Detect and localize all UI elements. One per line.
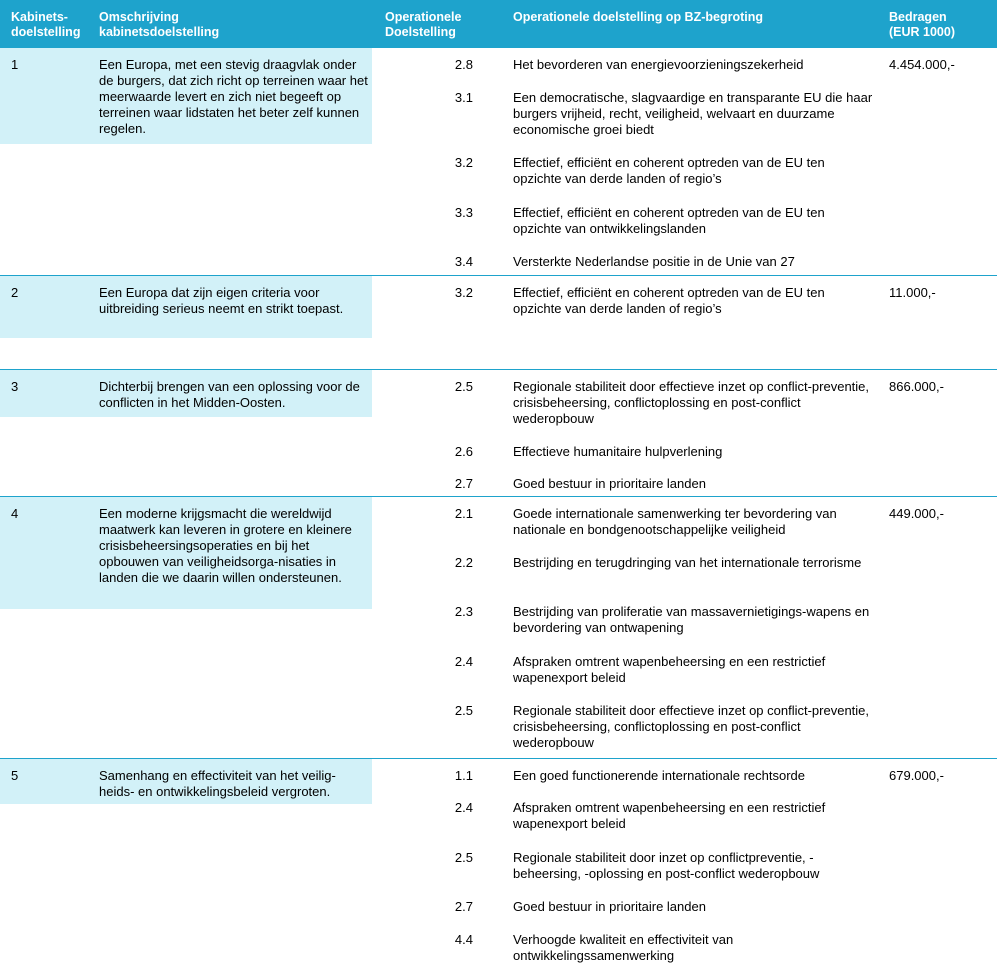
operational-text: Regionale stabiliteit door effectieve inzet op conflict-preventie, crisisbeheersing, conflictoplossing en post-conflict wederopbouw — [513, 703, 870, 750]
operational-text: Verhoogde kwaliteit en effectiviteit van ontwikkelingssamenwerking — [513, 932, 734, 963]
kabinetsdoelstelling-description: Samenhang en effectiviteit van het veilig-heids- en ontwikkelingsbeleid vergroten. — [99, 768, 336, 799]
operational-code: 2.1 — [454, 506, 473, 521]
operational-code: 2.7 — [454, 899, 473, 914]
operational-code: 2.5 — [454, 850, 473, 865]
kabinetsdoelstelling-number: 3 — [11, 379, 19, 394]
kabinetsdoelstelling-description: Dichterbij brengen van een oplossing voor de conflicten in het Midden-Oosten. — [99, 379, 360, 410]
operational-code: 2.4 — [454, 800, 473, 815]
kabinetsdoelstelling-number: 5 — [11, 768, 19, 783]
operational-text: Regionale stabiliteit door inzet op conflictpreventie, -beheersing, -oplossing en post-conflict wederopbouw — [513, 850, 820, 881]
operational-code: 3.1 — [454, 90, 473, 105]
operational-text: Effectief, efficiënt en coherent optreden van de EU ten opzichte van derde landen of regio’s — [513, 285, 825, 316]
amount: 4.454.000,- — [889, 57, 955, 72]
header-omschrijving: Omschrijving kabinetsdoelstelling — [99, 10, 220, 39]
operational-text: Effectief, efficiënt en coherent optreden van de EU ten opzichte van ontwikkelingslanden — [513, 205, 825, 236]
operational-code: 3.3 — [454, 205, 473, 220]
amount: 449.000,- — [889, 506, 944, 521]
operational-code: 3.2 — [454, 285, 473, 300]
operational-text: Bestrijding en terugdringing van het internationale terrorisme — [513, 555, 862, 570]
operational-code: 3.4 — [454, 254, 473, 269]
kabinetsdoelstelling-number: 2 — [11, 285, 19, 300]
kabinetsdoelstelling-description: Een Europa dat zijn eigen criteria voor uitbreiding serieus neemt en strikt toepast. — [99, 285, 344, 316]
operational-code: 2.6 — [454, 444, 473, 459]
operational-code: 2.5 — [454, 379, 473, 394]
operational-text: Goede internationale samenwerking ter bevordering van nationale en bondgenootschappelijke veiligheid — [513, 506, 837, 537]
kabinetsdoelstelling-description: Een moderne krijgsmacht die wereldwijd maatwerk kan leveren in grotere en kleinere crisisbeheersingsoperaties en bij het opbouwen van veiligheidsorga-nisaties in landen die we daarin willen ondersteunen. — [99, 506, 352, 585]
table-group — [0, 47, 997, 275]
header-operationele-doelstelling: Operationele Doelstelling — [385, 10, 462, 39]
operational-code: 2.2 — [454, 555, 473, 570]
amount: 679.000,- — [889, 768, 944, 783]
header-bedragen: Bedragen (EUR 1000) — [889, 10, 955, 39]
operational-text: Versterkte Nederlandse positie in de Unie van 27 — [513, 254, 795, 269]
kabinetsdoelstelling-description: Een Europa, met een stevig draagvlak onder de burgers, dat zich richt op terreinen waar het meerwaarde levert en zich niet begeeft op terreinen waar lidstaten het beter zelf kunnen regelen. — [99, 57, 368, 136]
operational-text: Regionale stabiliteit door effectieve inzet op conflict-preventie, crisisbeheersing, conflictoplossing en post-conflict wederopbouw — [513, 379, 870, 426]
operational-code: 2.7 — [454, 476, 473, 491]
operational-text: Goed bestuur in prioritaire landen — [513, 899, 706, 914]
operational-code: 2.3 — [454, 604, 473, 619]
table-group — [0, 275, 997, 369]
operational-text: Bestrijding van proliferatie van massavernietigings-wapens en bevordering van ontwapening — [513, 604, 870, 635]
operational-text: Effectieve humanitaire hulpverlening — [513, 444, 723, 459]
operational-code: 4.4 — [454, 932, 473, 947]
table-group — [0, 496, 997, 758]
operational-code: 1.1 — [454, 768, 473, 783]
header-operationele-doelstelling-bz: Operationele doelstelling op BZ-begroting — [513, 10, 764, 24]
operational-code: 3.2 — [454, 155, 473, 170]
operational-text: Afspraken omtrent wapenbeheersing en een restrictief wapenexport beleid — [513, 800, 826, 831]
amount: 11.000,- — [889, 285, 936, 300]
operational-text: Effectief, efficiënt en coherent optreden van de EU ten opzichte van derde landen of regio’s — [513, 155, 825, 186]
table-group — [0, 758, 997, 970]
operational-text: Afspraken omtrent wapenbeheersing en een restrictief wapenexport beleid — [513, 654, 826, 685]
header-kabinetsdoelstelling: Kabinets- doelstelling — [11, 10, 81, 39]
operational-text: Een goed functionerende internationale rechtsorde — [513, 768, 805, 783]
operational-text: Het bevorderen van energievoorzieningszekerheid — [513, 57, 804, 72]
operational-code: 2.8 — [454, 57, 473, 72]
operational-text: Een democratische, slagvaardige en transparante EU die haar burgers vrijheid, recht, veiligheid, welvaart en duurzame economische groei biedt — [513, 90, 873, 137]
operational-text: Goed bestuur in prioritaire landen — [513, 476, 706, 491]
operational-code: 2.4 — [454, 654, 473, 669]
table-header — [0, 0, 997, 47]
kabinetsdoelstelling-number: 1 — [11, 57, 19, 72]
amount: 866.000,- — [889, 379, 944, 394]
operational-code: 2.5 — [454, 703, 473, 718]
kabinetsdoelstelling-number: 4 — [11, 506, 19, 521]
table-group — [0, 369, 997, 496]
